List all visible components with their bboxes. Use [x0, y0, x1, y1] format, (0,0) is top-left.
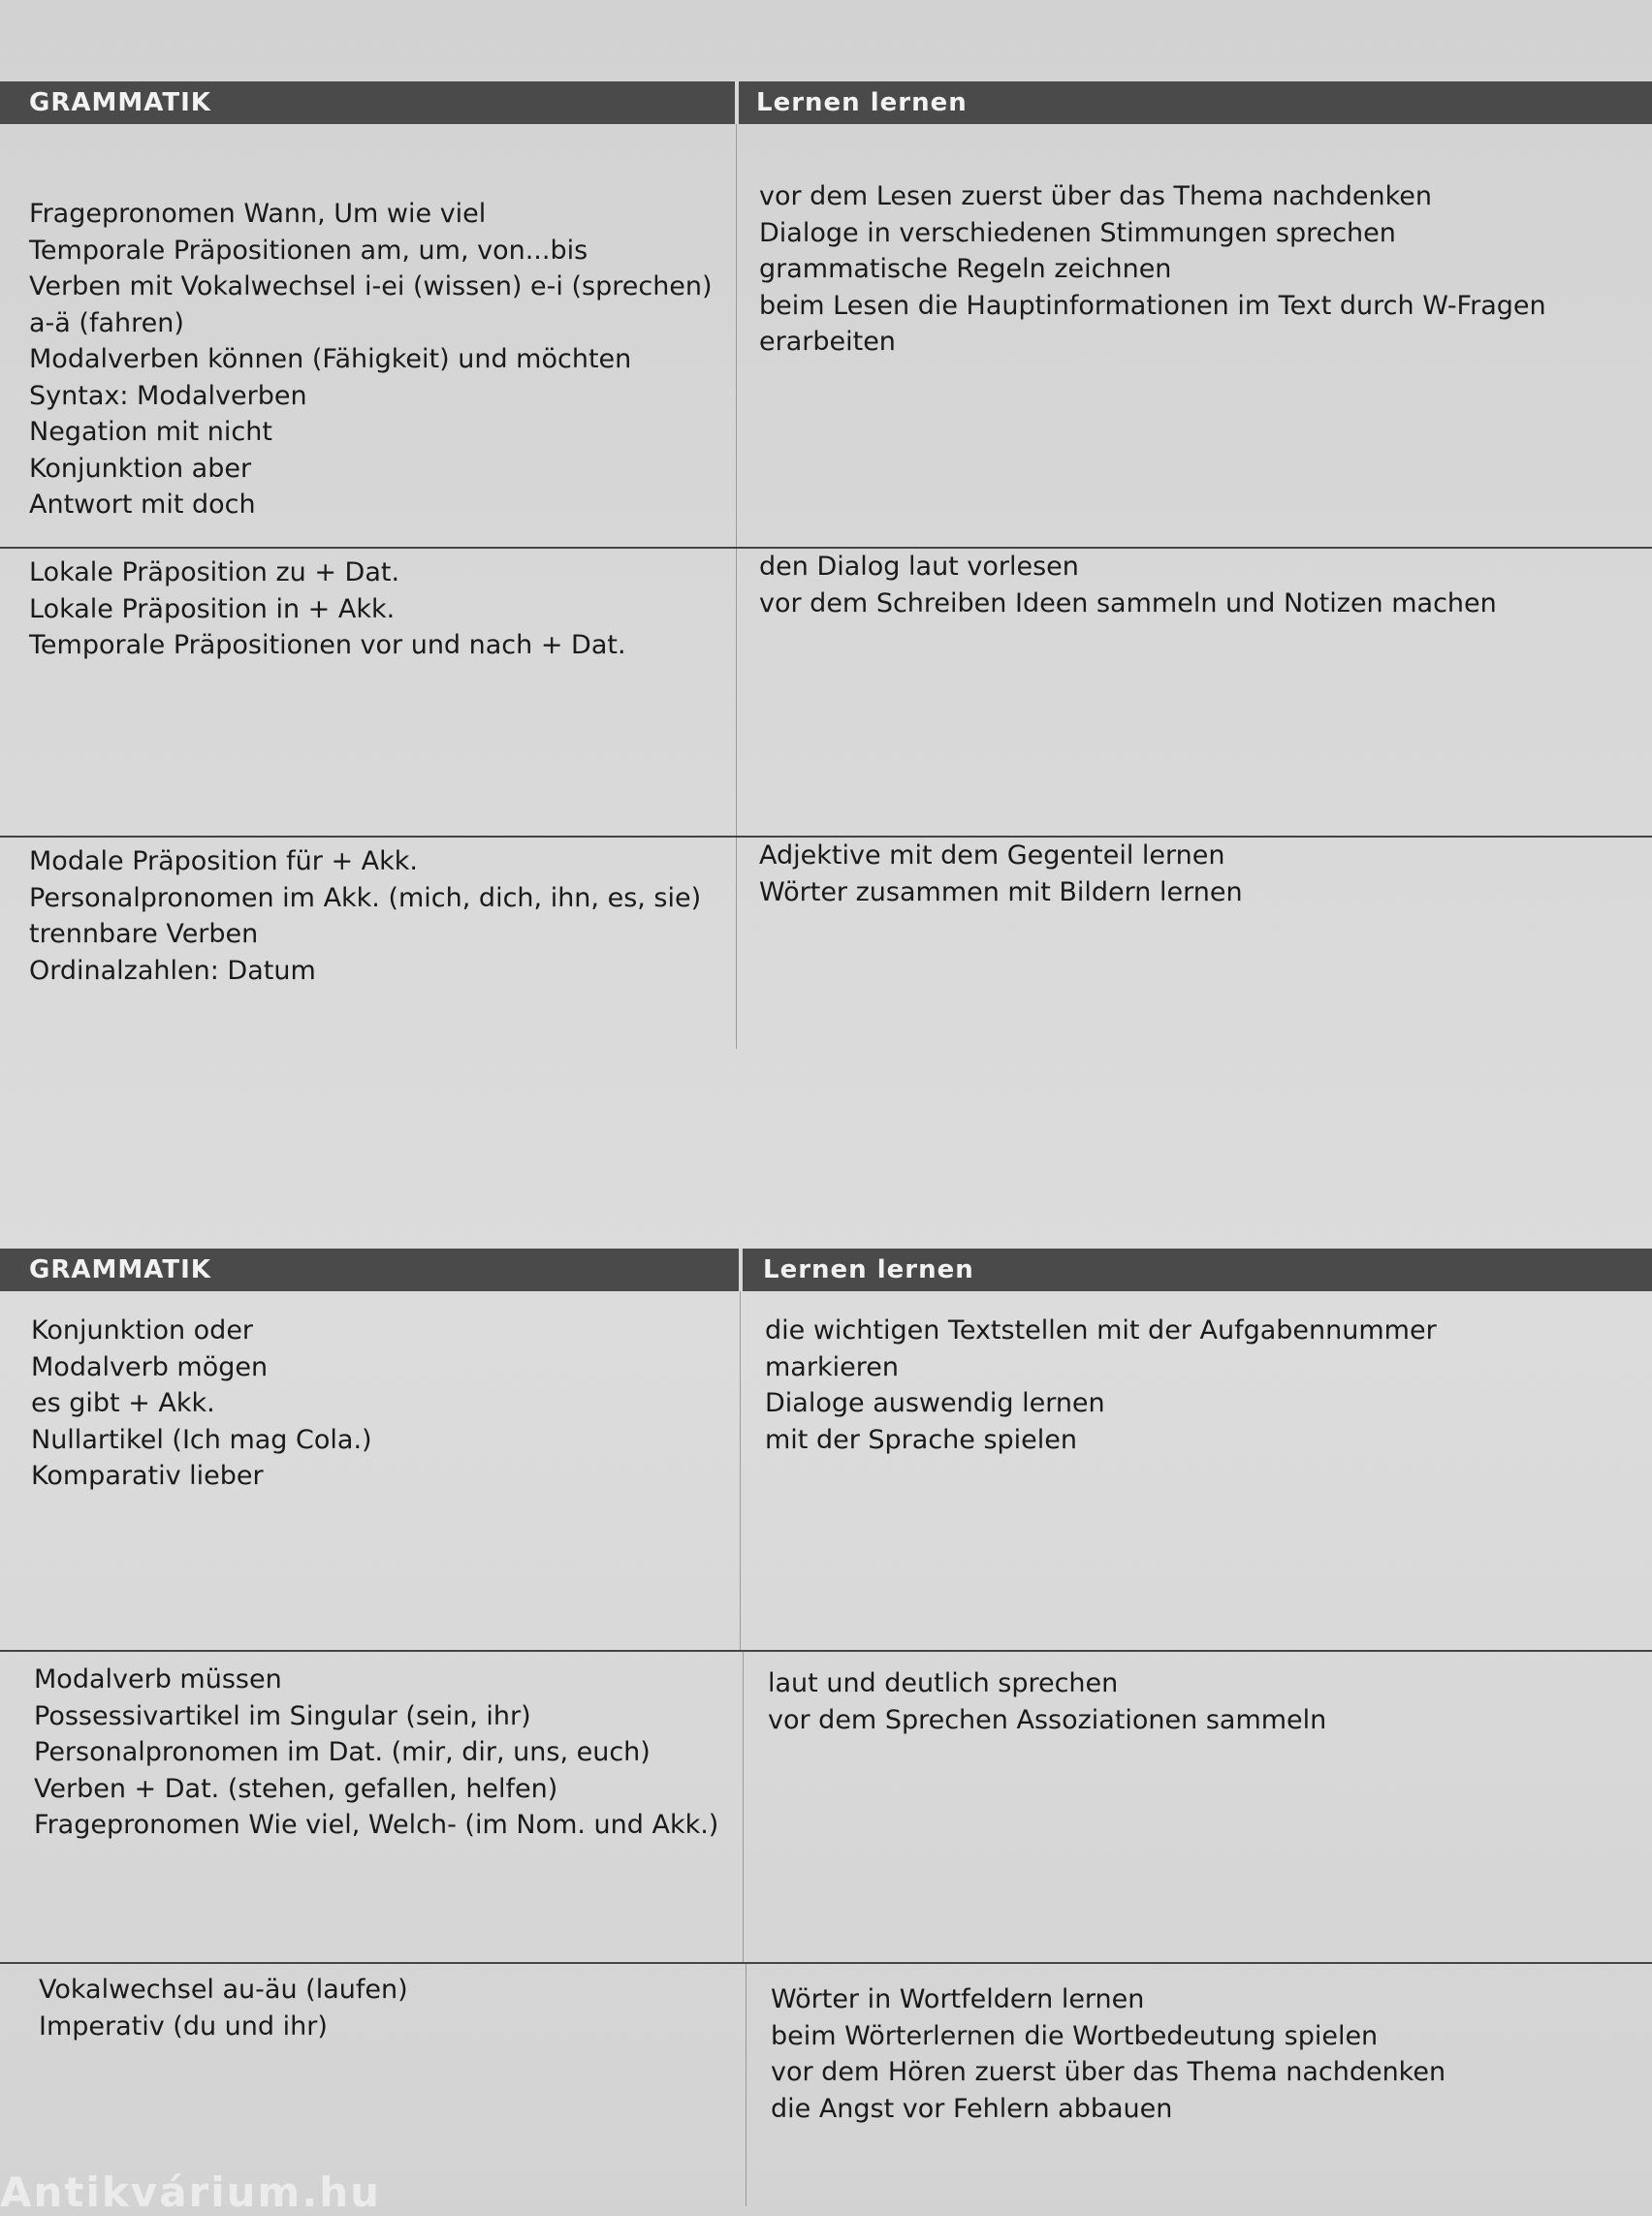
header-grammatik: GRAMMATIK — [29, 1255, 211, 1284]
grammar-cell — [29, 554, 626, 664]
grammar-cell — [29, 843, 701, 989]
grammar-item: Antwort mit doch — [29, 490, 256, 520]
grammar-table-1 — [0, 81, 1652, 1146]
grammar-item: Modalverben können (Fähigkeit) und möchten — [29, 344, 632, 374]
grammar-table-2 — [0, 1249, 1652, 2206]
grammar-item: Fragepronomen Wann, Um wie viel — [29, 199, 487, 229]
learning-item: grammatische Regeln zeichnen — [759, 254, 1172, 284]
grammar-item: Personalpronomen im Akk. (mich, dich, ihn, es, sie) — [29, 882, 702, 913]
learning-item: beim Lesen die Hauptinformationen im Text durch W-Fragen — [759, 290, 1546, 321]
grammar-item: Modale Präposition für + Akk. — [29, 846, 419, 876]
learning-item: vor dem Hören zuerst über das Thema nachdenken — [771, 2057, 1446, 2087]
column-divider — [736, 838, 737, 1049]
grammar-item: Imperativ (du und ihr) — [39, 2010, 328, 2042]
grammar-item: Syntax: Modalverben — [29, 380, 307, 411]
column-divider — [736, 124, 737, 547]
grammar-item: Lokale Präposition zu + Dat. — [29, 557, 400, 587]
learning-cell — [759, 178, 1546, 361]
column-divider — [746, 1964, 747, 2206]
learning-cell — [771, 1981, 1446, 2127]
grammar-item: Ordinalzahlen: Datum — [29, 955, 316, 986]
grammar-item: a-ä (fahren) — [29, 307, 184, 338]
grammar-item: Vokalwechsel au-äu (laufen) — [39, 1975, 408, 2005]
grammar-cell — [39, 1972, 408, 2044]
header-lernen-lernen: Lernen lernen — [756, 88, 968, 117]
grammar-item: Fragepronomen Wie viel, Welch- (im Nom. und Akk.) — [34, 1810, 719, 1840]
table-row — [0, 1652, 1652, 1964]
learning-item: mit der Sprache spielen — [765, 1424, 1078, 1455]
table-row — [0, 124, 1652, 549]
grammar-item: Konjunktion aber — [29, 453, 252, 484]
header-lernen-lernen: Lernen lernen — [763, 1255, 974, 1284]
column-divider — [743, 1652, 744, 1962]
learning-item: vor dem Sprechen Assoziationen sammeln — [768, 1704, 1327, 1735]
learning-item: laut und deutlich sprechen — [768, 1668, 1119, 1698]
table-row — [0, 549, 1652, 838]
learning-item: den Dialog laut vorlesen — [759, 552, 1079, 582]
table-header — [0, 1249, 1652, 1291]
grammar-item: Komparativ lieber — [31, 1461, 264, 1491]
grammar-item: Negation mit nicht — [29, 417, 272, 447]
table-header — [0, 81, 1652, 124]
column-divider — [740, 1291, 741, 1650]
grammar-cell — [31, 1313, 372, 1495]
grammar-item: Nullartikel (Ich mag Cola.) — [31, 1424, 372, 1455]
grammar-item: Verben mit Vokalwechsel i-ei (wissen) e-i (sprechen) — [29, 271, 713, 301]
grammar-item: Personalpronomen im Dat. (mir, dir, uns, euch) — [34, 1737, 651, 1767]
header-grammatik: GRAMMATIK — [29, 88, 211, 117]
learning-item: Dialoge auswendig lernen — [765, 1388, 1105, 1418]
header-divider — [739, 1249, 743, 1291]
watermark-text: Antikvárium.hu — [0, 2169, 382, 2216]
grammar-item: Modalverb müssen — [34, 1664, 282, 1694]
learning-item: Dialoge in verschiedenen Stimmungen sprechen — [759, 217, 1396, 248]
header-divider — [735, 81, 739, 124]
grammar-cell — [34, 1662, 718, 1844]
learning-cell — [759, 549, 1497, 621]
learning-item: erarbeiten — [759, 327, 896, 357]
grammar-item: Modalverb mögen — [31, 1351, 269, 1382]
grammar-item: es gibt + Akk. — [31, 1388, 215, 1418]
learning-item: beim Wörterlernen die Wortbedeutung spielen — [771, 2020, 1379, 2051]
learning-item: Adjektive mit dem Gegenteil lernen — [759, 840, 1225, 871]
learning-cell — [768, 1665, 1326, 1738]
learning-item: markieren — [765, 1351, 899, 1382]
column-divider — [736, 549, 737, 836]
grammar-cell — [29, 196, 713, 523]
learning-cell — [765, 1313, 1437, 1458]
grammar-item: Verben + Dat. (stehen, gefallen, helfen) — [34, 1773, 558, 1804]
grammar-item: Temporale Präpositionen am, um, von...bis — [29, 235, 588, 266]
grammar-item: trennbare Verben — [29, 919, 259, 949]
learning-item: vor dem Schreiben Ideen sammeln und Notizen machen — [759, 587, 1497, 618]
grammar-item: Konjunktion oder — [31, 1315, 254, 1345]
learning-item: vor dem Lesen zuerst über das Thema nachdenken — [759, 181, 1432, 211]
learning-item: Wörter in Wortfeldern lernen — [771, 1984, 1145, 2014]
learning-item: Wörter zusammen mit Bildern lernen — [759, 876, 1243, 907]
grammar-item: Temporale Präpositionen vor und nach + Dat. — [29, 630, 626, 660]
grammar-item: Lokale Präposition in + Akk. — [29, 593, 396, 624]
grammar-item: Possessivartikel im Singular (sein, ihr) — [34, 1700, 531, 1731]
learning-item: die wichtigen Textstellen mit der Aufgabennummer — [765, 1315, 1437, 1345]
table-row — [0, 1291, 1652, 1652]
learning-item: die Angst vor Fehlern abbauen — [771, 2093, 1173, 2124]
table-row — [0, 838, 1652, 1146]
learning-cell — [759, 838, 1243, 910]
